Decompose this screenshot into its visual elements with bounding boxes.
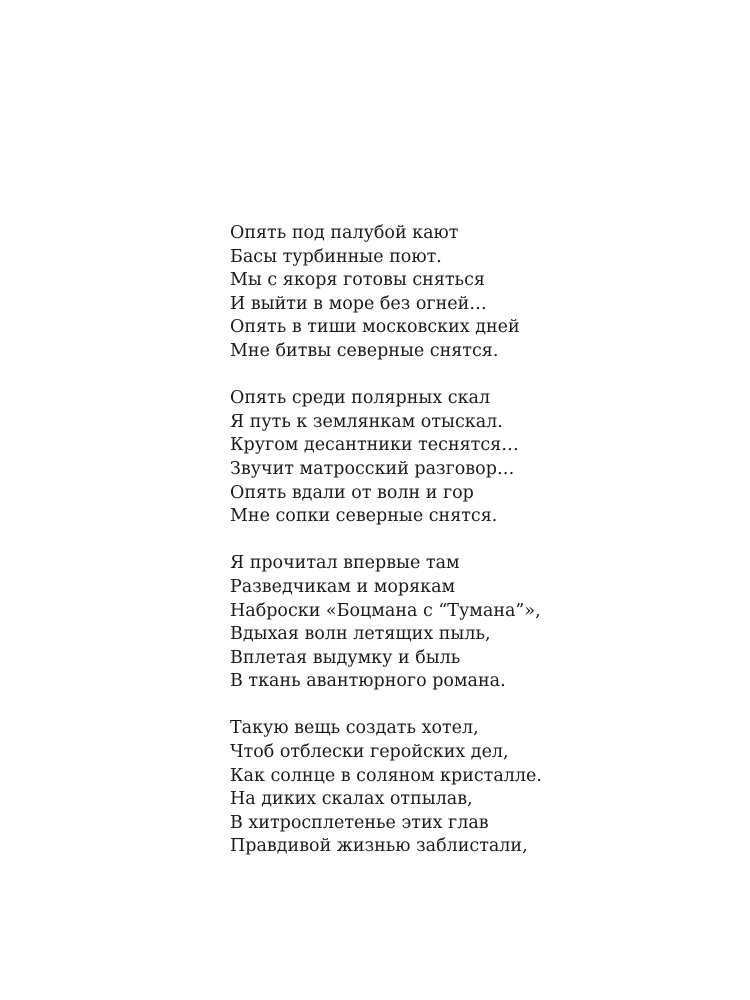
poem-line: На диких скалах отпылав,	[230, 789, 473, 810]
poem-line: Мне битвы северные снятся.	[230, 340, 499, 361]
poem-line: Мне сопки северные снятся.	[230, 506, 498, 527]
poem-line: Такую вещь создать хотел,	[230, 718, 479, 739]
poem-line: И выйти в море без огней…	[230, 293, 487, 314]
poem-line: Я путь к землянкам отыскал.	[230, 411, 503, 432]
stanza-1	[230, 222, 710, 364]
poem-line: Опять вдали от волн и гор	[230, 482, 474, 503]
poem-line: В хитросплетенье этих глав	[230, 812, 489, 833]
poem-line: Разведчикам и морякам	[230, 576, 456, 597]
poem-line: Как солнце в соляном кристалле.	[230, 765, 542, 786]
poem-line: Наброски «Боцмана с “Тумана”»,	[230, 600, 541, 621]
stanza-3	[230, 552, 710, 694]
poem-line: В ткань авантюрного романа.	[230, 671, 506, 692]
poem-line: Опять среди полярных скал	[230, 388, 491, 409]
poem-line: Вдыхая волн летящих пыль,	[230, 624, 491, 645]
poem-line: Кругом десантники теснятся…	[230, 435, 519, 456]
stanza-2	[230, 387, 710, 529]
poem-line: Правдивой жизнью заблистали,	[230, 836, 528, 857]
poem-line: Я прочитал впервые там	[230, 553, 460, 574]
poem-line: Вплетая выдумку и быль	[230, 647, 461, 668]
poem-line: Опять под палубой кают	[230, 223, 459, 243]
poem-line: Басы турбинные поют.	[230, 246, 442, 267]
stanza-4	[230, 717, 710, 859]
poem-body	[230, 222, 710, 859]
poem-line: Опять в тиши московских дней	[230, 317, 520, 338]
poem-line: Звучит матросский разговор…	[230, 458, 515, 479]
poem-line: Чтоб отблески геройских дел,	[230, 742, 509, 763]
poem-line: Мы с якоря готовы сняться	[230, 270, 485, 291]
